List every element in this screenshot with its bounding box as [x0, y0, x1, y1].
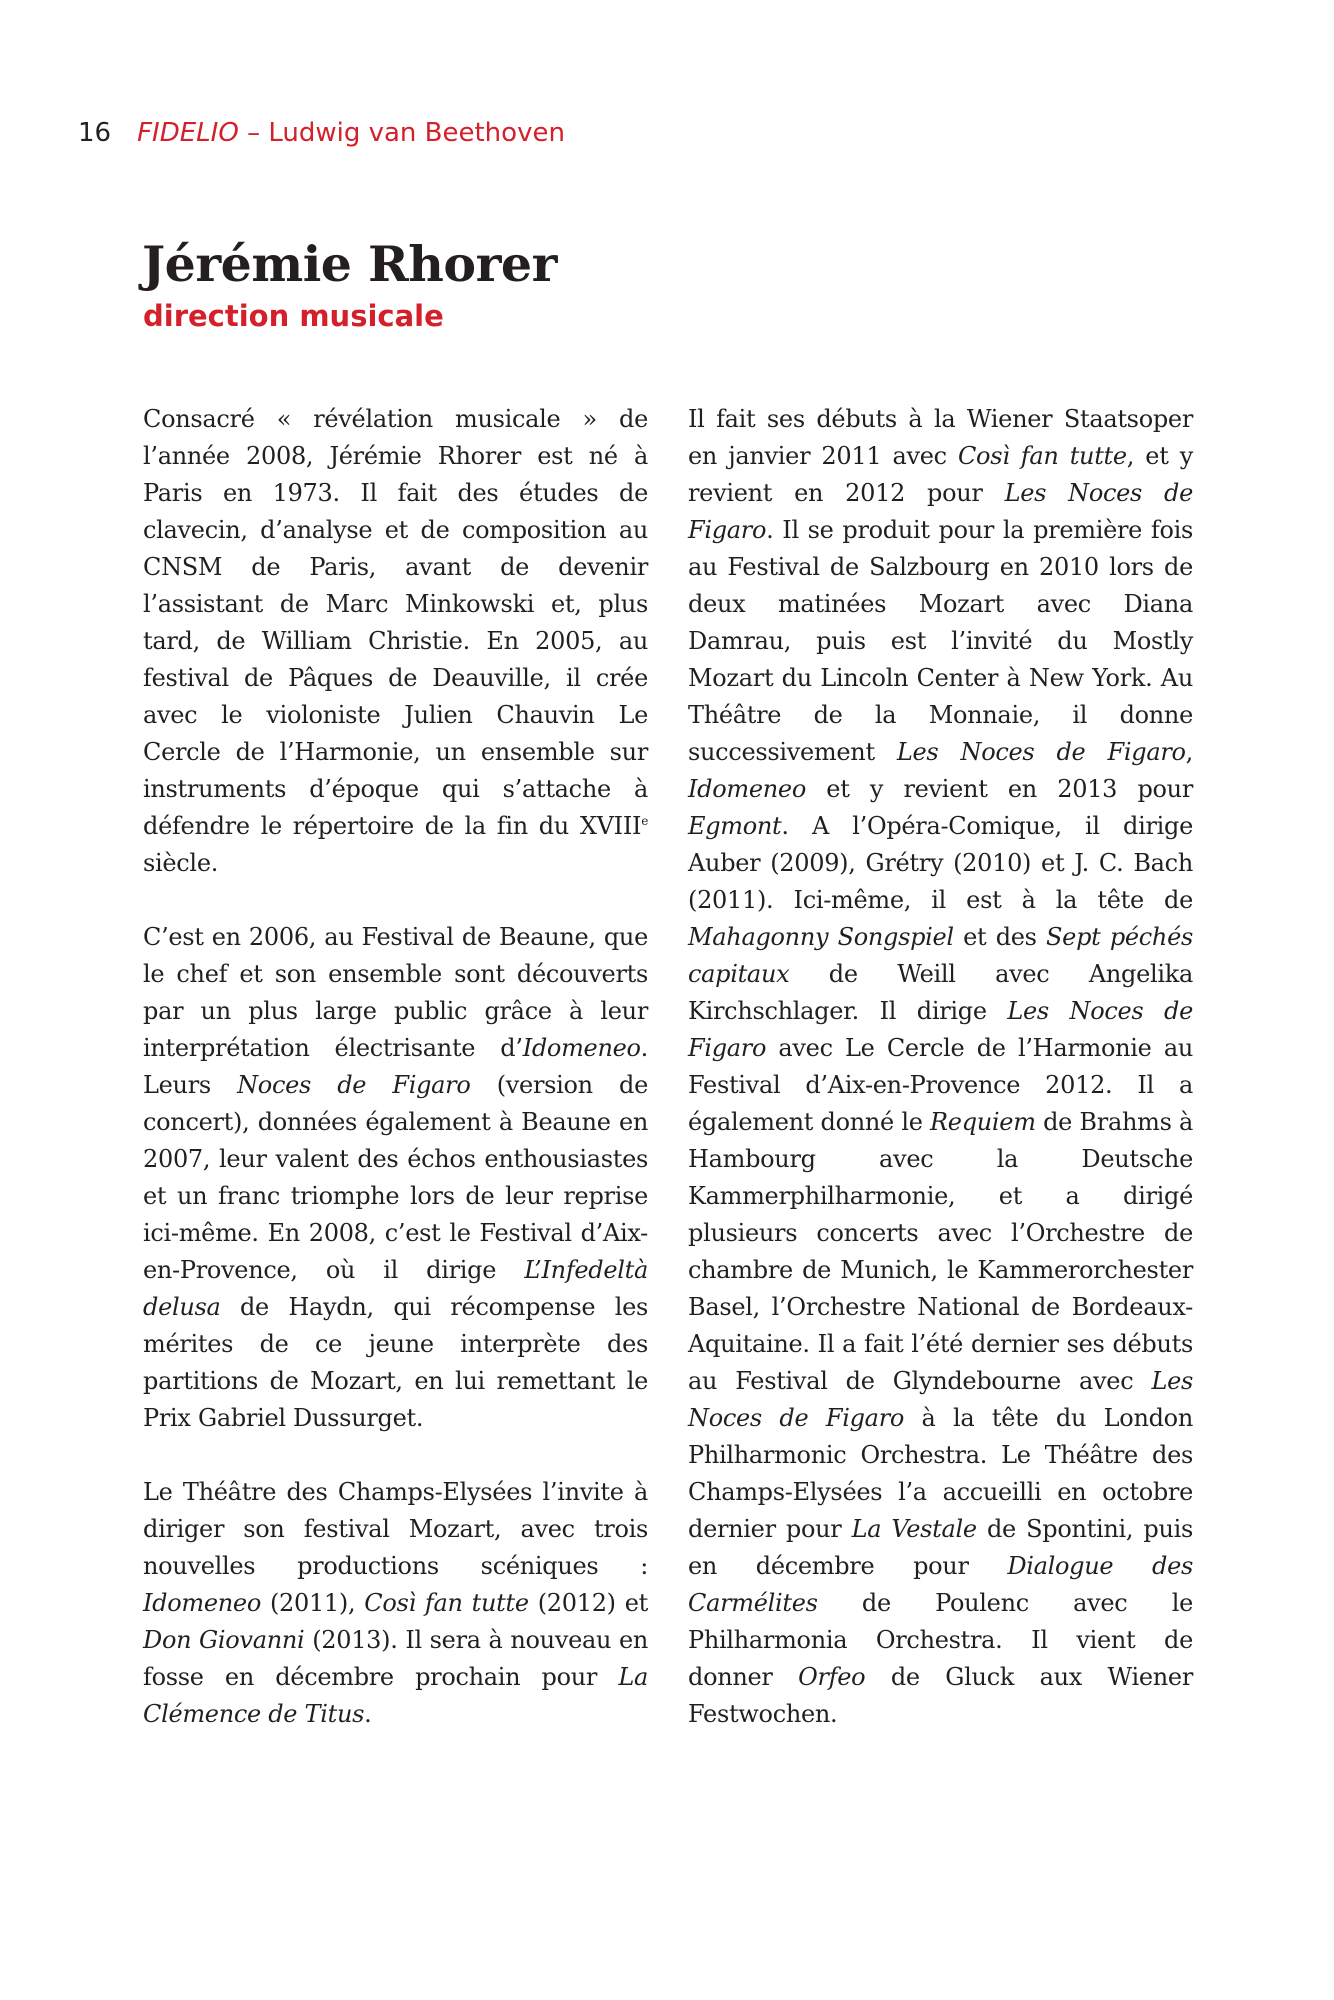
composer-name: Ludwig van Beethoven [268, 118, 565, 148]
text-run: de Poulenc avec le Philharmonia Orchestra. Il vient de donner [688, 1589, 1193, 1691]
italic-title: Così fan tutte [957, 442, 1127, 470]
paragraph [688, 401, 1193, 1733]
text-run: (2013). Il sera à nouveau en fosse en décembre prochain pour [143, 1626, 649, 1691]
text-run: à la tête du London Philharmonic Orchestra. Le Théâtre des Champs-Elysées l’a accueilli en octobre dernier pour [688, 1404, 1193, 1543]
artist-name: Jérémie Rhorer [142, 235, 557, 293]
italic-title: Mahagonny Songspiel [688, 923, 954, 951]
italic-title: Les Noces de Figaro [688, 997, 1193, 1062]
text-run: , et y revient en 2012 pour [688, 442, 1193, 507]
text-run: de Haydn, qui récompense les mérites de ce jeune interprète des partitions de Mozart, en lui remettant le Prix Gabriel Dussurget. [143, 1293, 648, 1432]
text-run: Le Théâtre des Champs-Elysées l’invite à diriger son festival Mozart, avec trois nouvelles productions scéniques : [143, 1478, 648, 1580]
running-head [78, 116, 565, 150]
work-title: FIDELIO [137, 118, 239, 148]
italic-title: Idomeneo [522, 1034, 641, 1062]
text-run: (2012) et [528, 1589, 648, 1617]
text-run: siècle. [143, 849, 219, 877]
text-run: Il fait ses débuts à la Wiener Staatsoper en janvier 2011 avec [688, 405, 1193, 470]
italic-title: Les Noces de Figaro [688, 479, 1193, 544]
page-number: 16 [78, 118, 112, 148]
text-run: . [364, 1700, 372, 1728]
text-run: avec Le Cercle de l’Harmonie au Festival d’Aix-en-Provence 2012. Il a également donné le [688, 1034, 1193, 1136]
paragraph [143, 919, 648, 1437]
italic-title: Requiem [930, 1108, 1036, 1136]
text-run: de Gluck aux Wiener Festwochen. [688, 1663, 1193, 1728]
italic-title: Sept péchés capitaux [688, 923, 1193, 988]
text-run: de Brahms à Hambourg avec la Deutsche Kammerphilharmonie, et a dirigé plusieurs concerts avec l’Orchestre de chambre de Munich, le Kammerorchester Basel, l’Orchestre National de Bordeaux-Aquitaine. Il a fait l’été dernier ses débuts au Festival de Glyndebourne avec [688, 1108, 1193, 1395]
italic-title: Così fan tutte [364, 1589, 529, 1617]
italic-title: Les Noces de Figaro [688, 1367, 1193, 1432]
text-run: C’est en 2006, au Festival de Beaune, que le chef et son ensemble sont découverts par un plus large public grâce à leur interprétation électrisante d’ [143, 923, 648, 1062]
text-run: et des [953, 923, 1047, 951]
paragraph [143, 401, 648, 882]
text-run: (version de concert), données également à Beaune en 2007, leur valent des échos enthousiastes et un franc triomphe lors de leur reprise ici-même. En 2008, c’est le Festival d’Aix-en-Provence, où il dirige [143, 1071, 648, 1284]
text-run: et y revient en 2013 pour [805, 775, 1193, 803]
artist-role: direction musicale [143, 299, 444, 333]
italic-title: Don Giovanni [143, 1626, 305, 1654]
italic-title: Orfeo [798, 1663, 866, 1691]
italic-title: L’Infedeltà delusa [143, 1256, 648, 1321]
italic-title: Dialogue des Carmélites [688, 1552, 1193, 1617]
superscript: e [641, 814, 648, 828]
text-run: de Weill avec Angelika Kirchschlager. Il dirige [688, 960, 1193, 1025]
italic-title: La Clémence de Titus [143, 1663, 648, 1728]
italic-title: Les Noces de Figaro [896, 738, 1186, 766]
text-run: . A l’Opéra-Comique, il dirige Auber (2009), Grétry (2010) et J. C. Bach (2011). Ici-même, il est à la tête de [688, 812, 1193, 914]
italic-title: Idomeneo [143, 1589, 261, 1617]
left-column [143, 401, 648, 1770]
italic-title: La Vestale [851, 1515, 977, 1543]
text-run: . Il se produit pour la première fois au Festival de Salzbourg en 2010 lors de deux matinées Mozart avec Diana Damrau, puis est l’invité du Mostly Mozart du Lincoln Center à New York. Au Théâtre de la Monnaie, il donne successivement [688, 516, 1193, 766]
running-head-separator: – [247, 118, 261, 148]
italic-title: Idomeneo [688, 775, 806, 803]
text-run: , [1185, 738, 1193, 766]
text-run: de Spontini, puis en décembre pour [688, 1515, 1193, 1580]
text-run: (2011), [260, 1589, 365, 1617]
text-run: Consacré « révélation musicale » de l’année 2008, Jérémie Rhorer est né à Paris en 1973. Il fait des études de clavecin, d’analyse et de composition au CNSM de Paris, avant de devenir l’assistant de Marc Minkowski et, plus tard, de William Christie. En 2005, au festival de Pâques de Deauville, il crée avec le violoniste Julien Chauvin Le Cercle de l’Harmonie, un ensemble sur instruments d’époque qui s’attache à défendre le répertoire de la fin du XVIII [143, 405, 648, 840]
italic-title: Noces de Figaro [237, 1071, 471, 1099]
text-run: . Leurs [143, 1034, 648, 1099]
paragraph [143, 1474, 648, 1733]
right-column [688, 401, 1193, 1770]
italic-title: Egmont [688, 812, 782, 840]
